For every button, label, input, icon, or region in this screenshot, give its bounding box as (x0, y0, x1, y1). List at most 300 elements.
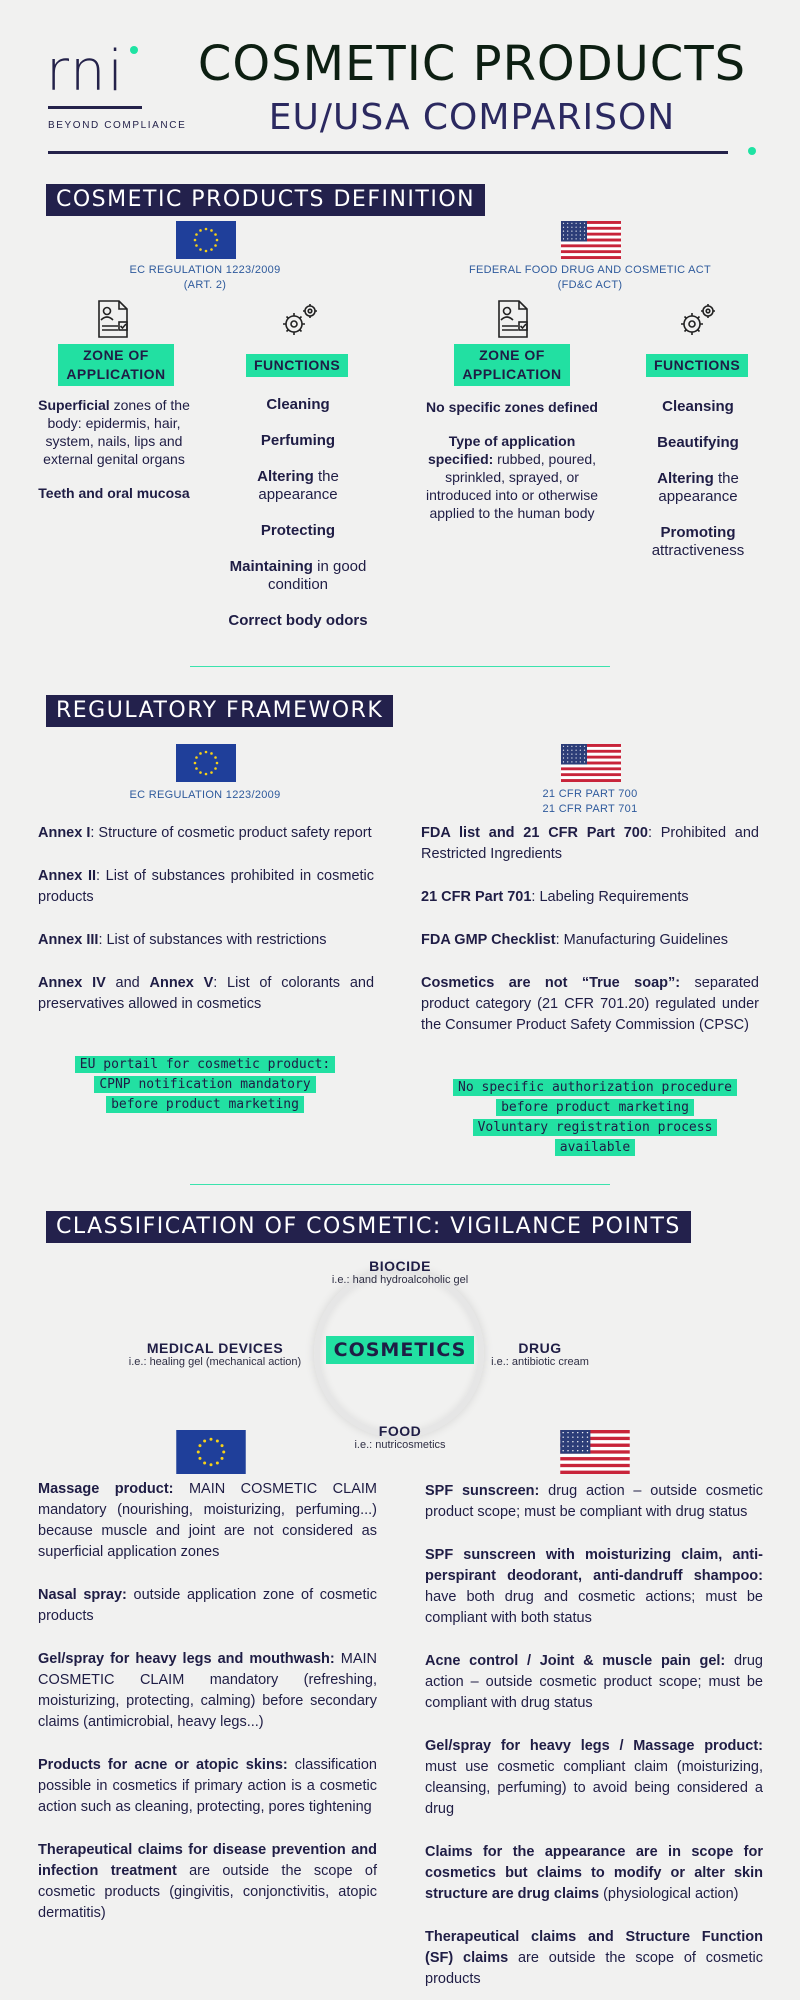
us-star (584, 746, 585, 747)
us-vigilance-item (425, 1651, 763, 1714)
vigilance-text: drug action – outside cosmetic product scope; must be compliant with drug status (425, 1483, 764, 1520)
us-star (567, 1441, 568, 1442)
us-star (576, 750, 577, 751)
function-bold: Cleansing (662, 398, 734, 415)
cfr-text: : Labeling Requirements (531, 889, 689, 905)
us-star (576, 757, 577, 758)
us-star (580, 746, 581, 747)
cfr-text: separated product category (21 CFR 701.20) regulated under the Consumer Product Safety Commission (CPSC) (421, 975, 759, 1033)
us-star (567, 750, 568, 751)
us-star (563, 227, 564, 228)
highlight-line: Voluntary registration process (473, 1119, 718, 1136)
us-vigilance-item (425, 1736, 763, 1820)
us-zone-label (452, 344, 572, 386)
eu-star (210, 248, 213, 251)
us-act-caption (440, 263, 740, 293)
eu-star (194, 762, 197, 765)
us-stripe (560, 1464, 629, 1468)
medical-devices-category (100, 1340, 330, 1368)
us-star (571, 231, 572, 232)
function-text: attractiveness (651, 542, 745, 559)
logo-dot (130, 46, 138, 54)
us-star (563, 750, 564, 751)
eu-regulation-caption (100, 263, 310, 293)
eu-star (205, 250, 208, 253)
function-bold: Altering (657, 470, 714, 487)
eu-star (216, 1462, 219, 1465)
eu-star (194, 239, 197, 242)
us-functions-list (632, 398, 764, 578)
us-star (582, 1436, 583, 1437)
us-star (567, 1432, 568, 1433)
highlight-line: before product marketing (496, 1099, 694, 1116)
eu-vigilance-item (38, 1840, 377, 1924)
eu-star (195, 756, 198, 759)
eu-star (198, 1457, 201, 1460)
document-checklist-icon-us (493, 299, 533, 339)
vigilance-bold: Nasal spray: (38, 1587, 127, 1603)
us-star (582, 1446, 583, 1447)
eu-zone-item (34, 396, 194, 468)
highlight-line: No specific authorization procedure (453, 1079, 737, 1096)
category-name: BIOCIDE (369, 1258, 431, 1274)
us-star (571, 761, 572, 762)
us-caption-line1: FEDERAL FOOD DRUG AND COSMETIC ACT (468, 264, 712, 276)
us-function-item (632, 524, 764, 560)
us-star (567, 238, 568, 239)
logo-underline (48, 106, 142, 109)
annex-bold: Annex II (38, 868, 97, 884)
us-star (577, 1441, 578, 1442)
us-star (567, 223, 568, 224)
category-example: i.e.: hand hydroalcoholic gel (331, 1274, 469, 1286)
us-stripe (560, 1457, 629, 1461)
us-star (571, 234, 572, 235)
us-star (567, 1446, 568, 1447)
us-vigilance-item (425, 1927, 763, 1990)
eu-caption-line1: EC REGULATION 1223/2009 (129, 264, 281, 276)
page-subtitle: EU/USA COMPARISON (268, 97, 676, 138)
eu-annex-item (38, 930, 374, 951)
us-star (567, 754, 568, 755)
cosmetics-label: COSMETICS (326, 1336, 475, 1364)
gears-icon-us (678, 302, 718, 338)
category-example: i.e.: antibiotic cream (491, 1356, 589, 1368)
us-star (563, 757, 564, 758)
eu-star (209, 1438, 212, 1441)
cfr-bold: FDA GMP Checklist (421, 932, 556, 948)
us-stripe (560, 1467, 629, 1471)
function-bold: Protecting (260, 522, 336, 539)
category-example: i.e.: healing gel (mechanical action) (128, 1356, 302, 1368)
eu-star (210, 771, 213, 774)
vigilance-bold: SPF sunscreen with moisturizing claim, anti-perspirant deodorant, anti-dandruff shampoo: (425, 1547, 763, 1584)
cfr-bold: 21 CFR Part 701 (421, 889, 532, 905)
vigilance-bold: Massage product: (38, 1481, 174, 1497)
eu-star (197, 1450, 200, 1453)
us-star (580, 227, 581, 228)
eu-zone-label (56, 344, 176, 386)
vigilance-text: MAIN COSMETIC CLAIM mandatory (nourishing, moisturizing, perfuming...) because muscle and joint are not considered as superficial application zones (38, 1481, 377, 1560)
us-star (567, 1450, 568, 1451)
us-zone-item (422, 398, 602, 416)
us-star (572, 1446, 573, 1447)
cfr-bold: FDA list and 21 CFR Part 700 (421, 825, 648, 841)
annex-text: : List of substances prohibited in cosmetic products (38, 868, 375, 905)
us-star (563, 223, 564, 224)
us-registration-highlight (430, 1078, 760, 1158)
us-canton (561, 221, 587, 241)
vigilance-bold: Products for acne or atopic skins: (38, 1757, 288, 1773)
us-function-item (632, 434, 764, 452)
us-stripe (561, 247, 621, 250)
us-star (562, 1446, 563, 1447)
function-bold: Correct body odors (228, 612, 368, 629)
eu-star (221, 1457, 224, 1460)
eu-vigilance-list (38, 1479, 377, 1946)
us-flag-icon (561, 221, 621, 259)
eu-zone-tag (58, 344, 173, 386)
eu-star (209, 1463, 212, 1466)
category-example: i.e.: nutricosmetics (354, 1439, 446, 1451)
header-rule (48, 151, 728, 154)
us-star (587, 1446, 588, 1447)
vigilance-text: classification possible in cosmetics if primary action is a cosmetic action such as cleaning, protecting, pores tightening (38, 1757, 377, 1815)
eu-annex-item (38, 973, 374, 1015)
eu-star (205, 228, 208, 231)
highlight-line: EU portail for cosmetic product: (75, 1056, 335, 1073)
us-star (576, 223, 577, 224)
eu-vigilance-item (38, 1649, 377, 1733)
us-star (563, 754, 564, 755)
us-star (577, 1450, 578, 1451)
us-star (577, 1432, 578, 1433)
section-heading-definition: COSMETIC PRODUCTS DEFINITION (46, 184, 485, 216)
us-cfr-list (421, 823, 759, 1044)
eu-star (214, 756, 217, 759)
annex-text: and (105, 975, 150, 991)
eu-star (203, 1462, 206, 1465)
eu-zone-list (34, 396, 194, 518)
us-canton (560, 1430, 590, 1454)
eu-star (205, 751, 208, 754)
gears-icon (280, 302, 320, 338)
us-stripe (561, 244, 621, 247)
us-zone-item-bold: No specific zones defined (426, 399, 598, 415)
us-star (584, 761, 585, 762)
us-flag-icon (561, 744, 621, 782)
function-bold: Maintaining (229, 558, 313, 575)
us-function-item (632, 470, 764, 506)
us-star (584, 238, 585, 239)
vigilance-bold: Acne control / Joint & muscle pain gel: (425, 1653, 726, 1669)
vigilance-text: drug action – outside cosmetic product scope; must be compliant with drug status (425, 1653, 763, 1711)
us-star (567, 234, 568, 235)
us-star (576, 746, 577, 747)
us-function-item (632, 398, 764, 416)
eu-vigilance-item (38, 1755, 377, 1818)
us-star (563, 746, 564, 747)
us-star (580, 761, 581, 762)
us-stripe (561, 256, 621, 259)
us-zone-list (422, 398, 602, 538)
us-stripe (561, 776, 621, 779)
vigilance-text: MAIN COSMETIC CLAIM mandatory (refreshing, moisturizing, protecting, calming) before secondary claims (antimicrobial, heavy legs...) (38, 1651, 378, 1730)
function-text: the appearance (658, 470, 739, 505)
eu-star (205, 773, 208, 776)
vigilance-bold: Therapeutical claims for disease prevention and infection treatment (38, 1842, 377, 1879)
us-star (587, 1441, 588, 1442)
eu-zone-item-bold: Teeth and oral mucosa (38, 485, 190, 501)
eu-star (195, 767, 198, 770)
eu-flag-icon (176, 221, 236, 259)
eu-caption-line2: (ART. 2) (183, 279, 227, 291)
food-category (300, 1423, 500, 1451)
page-title: COSMETIC PRODUCTS (197, 36, 747, 92)
eu-star (198, 1444, 201, 1447)
us-star (584, 234, 585, 235)
vigilance-text: (physiological action) (599, 1886, 739, 1902)
highlight-line: CPNP notification mandatory (94, 1076, 315, 1093)
eu-star (199, 229, 202, 232)
us-star (562, 1432, 563, 1433)
eu-vigilance-item (38, 1585, 377, 1627)
eu-zone-label-line2: APPLICATION (66, 366, 166, 382)
us-star (567, 746, 568, 747)
vigilance-bold: Therapeutical claims and Structure Function (SF) claims (425, 1929, 763, 1966)
us-star (584, 231, 585, 232)
eu-annex-item (38, 823, 374, 844)
eu-star (195, 244, 198, 247)
biocide-category (300, 1258, 500, 1286)
us-cfr-caption (520, 787, 660, 817)
eu-star (210, 752, 213, 755)
us-star (582, 1441, 583, 1442)
eu-star (210, 229, 213, 232)
us-star (576, 761, 577, 762)
eu-regulation-caption: EC REGULATION 1223/2009 (129, 789, 281, 801)
eu-star (195, 233, 198, 236)
us-star (576, 238, 577, 239)
vigilance-text: have both drug and cosmetic actions; must be compliant with both status (425, 1589, 763, 1626)
us-star (563, 231, 564, 232)
section-heading-classification: CLASSIFICATION OF COSMETIC: VIGILANCE POINTS (46, 1211, 691, 1243)
us-functions-label: FUNCTIONS (646, 354, 748, 377)
eu-zone-item-text: zones of the body: epidermis, hair, system, nails, lips and external genital organs (43, 397, 190, 467)
us-vigilance-item (425, 1481, 763, 1523)
us-stripe (560, 1454, 629, 1458)
us-star (563, 234, 564, 235)
us-star (562, 1450, 563, 1451)
logo-tagline: BEYOND COMPLIANCE (48, 120, 187, 131)
eu-function-item (228, 558, 368, 594)
eu-annex-item (38, 866, 374, 908)
annex-bold: Annex IV (38, 975, 106, 991)
eu-flag-icon (176, 744, 236, 782)
us-star (571, 754, 572, 755)
us-vigilance-item (425, 1842, 763, 1905)
us-star (582, 1450, 583, 1451)
us-star (572, 1441, 573, 1442)
function-bold: Perfuming (260, 432, 336, 449)
us-star (572, 1432, 573, 1433)
highlight-line: available (555, 1139, 635, 1156)
eu-star (214, 244, 217, 247)
eu-zone-item-bold: Superficial (38, 397, 110, 413)
category-name: DRUG (518, 1340, 562, 1356)
us-zone-item-bold: Type of application specified: (427, 433, 576, 467)
eu-cpnp-highlight (40, 1055, 370, 1115)
us-star (580, 238, 581, 239)
eu-star (222, 1450, 225, 1453)
annex-text: : Structure of cosmetic product safety report (90, 825, 372, 841)
us-star (571, 750, 572, 751)
us-star (576, 227, 577, 228)
us-zone-label-line2: APPLICATION (462, 366, 562, 382)
us-star (576, 231, 577, 232)
eu-flag-icon (176, 1430, 246, 1474)
us-cfr-caption-line2: 21 CFR PART 701 (542, 803, 638, 815)
us-star (587, 1436, 588, 1437)
section-divider (190, 666, 610, 667)
us-star (562, 1436, 563, 1437)
eu-vigilance-item (38, 1479, 377, 1563)
eu-functions-label: FUNCTIONS (246, 354, 348, 377)
us-star (580, 234, 581, 235)
us-star (576, 754, 577, 755)
vigilance-text: outside application zone of cosmetic products (38, 1587, 377, 1624)
cfr-text: : Manufacturing Guidelines (555, 932, 729, 948)
us-star (582, 1432, 583, 1433)
us-stripe (561, 767, 621, 770)
us-cfr-caption-line1: 21 CFR PART 700 (542, 788, 638, 800)
eu-star (199, 752, 202, 755)
us-vigilance-list (425, 1481, 763, 2000)
eu-function-item (228, 522, 368, 540)
us-star (567, 761, 568, 762)
us-stripe (561, 250, 621, 253)
eu-star (214, 767, 217, 770)
cfr-text: : Prohibited and Restricted Ingredients (421, 825, 759, 862)
us-star (576, 234, 577, 235)
cfr-bold: Cosmetics are not “True soap”: (421, 975, 681, 991)
category-name: MEDICAL DEVICES (146, 1340, 284, 1356)
us-cfr-item (421, 930, 759, 951)
us-star (567, 1436, 568, 1437)
vigilance-text: must use cosmetic compliant claim (moisturizing, cleansing, perfuming) to avoid being considered a drug (425, 1759, 763, 1817)
us-star (587, 1450, 588, 1451)
us-stripe (561, 770, 621, 773)
us-star (571, 227, 572, 228)
us-star (562, 1441, 563, 1442)
eu-star (221, 1444, 224, 1447)
us-stripe (561, 773, 621, 776)
us-stripe (560, 1460, 629, 1464)
function-bold: Beautifying (657, 434, 739, 451)
annex-text: : List of colorants and preservatives allowed in cosmetics (38, 975, 375, 1012)
eu-star (216, 762, 219, 765)
us-star (572, 1450, 573, 1451)
us-stripe (561, 764, 621, 767)
eu-functions-list (228, 396, 368, 648)
us-caption-line2: (FD&C ACT) (557, 279, 623, 291)
eu-star (214, 233, 217, 236)
eu-function-item (228, 396, 368, 414)
document-checklist-icon (93, 299, 133, 339)
function-bold: Altering (257, 468, 314, 485)
us-star (580, 754, 581, 755)
vigilance-text: are outside the scope of cosmetic products (gingivitis, conjonctivitis, atopic dermatitis) (38, 1863, 377, 1921)
us-star (563, 761, 564, 762)
us-star (572, 1436, 573, 1437)
eu-function-item (228, 432, 368, 450)
vigilance-text: are outside the scope of cosmetic products (425, 1950, 763, 1987)
category-name: FOOD (378, 1423, 422, 1439)
us-star (584, 750, 585, 751)
function-bold: Cleaning (266, 396, 330, 413)
section-heading-regulatory: REGULATORY FRAMEWORK (46, 695, 393, 727)
us-star (567, 757, 568, 758)
us-stripe (561, 779, 621, 782)
vigilance-bold: Gel/spray for heavy legs and mouthwash: (38, 1651, 335, 1667)
annex-bold: Annex III (38, 932, 99, 948)
us-star (571, 746, 572, 747)
eu-star (199, 771, 202, 774)
us-cfr-item (421, 973, 759, 1036)
us-star (567, 231, 568, 232)
us-star (571, 238, 572, 239)
annex-bold: Annex V (149, 975, 214, 991)
us-zone-tag (454, 344, 569, 386)
drug-category (470, 1340, 610, 1368)
us-star (580, 223, 581, 224)
us-star (563, 238, 564, 239)
us-vigilance-item (425, 1545, 763, 1629)
eu-star (216, 239, 219, 242)
us-star (571, 757, 572, 758)
eu-zone-item (34, 484, 194, 502)
logo-wordmark: rni (46, 39, 126, 104)
us-stripe (561, 241, 621, 244)
vigilance-bold: Gel/spray for heavy legs / Massage product: (425, 1738, 763, 1754)
us-cfr-item (421, 887, 759, 908)
us-star (567, 227, 568, 228)
us-star (571, 223, 572, 224)
function-bold: Promoting (660, 524, 736, 541)
us-canton (561, 744, 587, 764)
us-star (580, 750, 581, 751)
header-rule-dot (748, 147, 756, 155)
us-star (584, 223, 585, 224)
eu-function-item (228, 612, 368, 630)
us-star (584, 757, 585, 758)
eu-zone-label-line1: ZONE OF (83, 347, 149, 363)
eu-function-item (228, 468, 368, 504)
us-cfr-item (421, 823, 759, 865)
us-star (584, 754, 585, 755)
us-flag-icon (560, 1430, 630, 1474)
us-star (584, 227, 585, 228)
section-divider (190, 1184, 610, 1185)
highlight-line: before product marketing (106, 1096, 304, 1113)
function-text: in good condition (267, 558, 367, 593)
us-zone-label-line1: ZONE OF (479, 347, 545, 363)
us-star (587, 1432, 588, 1433)
eu-star (203, 1439, 206, 1442)
us-star (580, 231, 581, 232)
us-star (577, 1446, 578, 1447)
us-zone-item (422, 432, 602, 522)
